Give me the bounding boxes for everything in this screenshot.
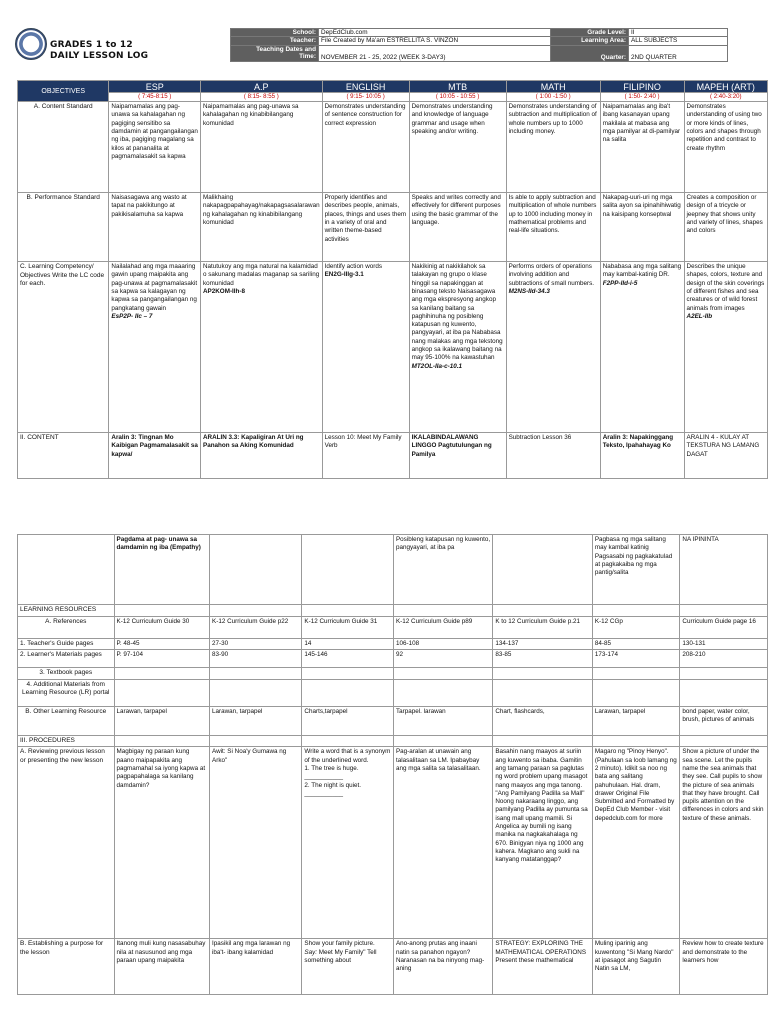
cell: K-12 CGp	[592, 616, 680, 638]
cell: Malikhaing nakapagpapahayag/nakapagsasalarawan ng kahalagahan ng kinabibilangang komunidad	[201, 193, 323, 262]
cell: Lesson 10: Meet My Family Verb	[322, 433, 409, 479]
grade-label: Grade Level:	[551, 29, 629, 37]
cell: 14	[302, 638, 394, 650]
cell: Write a word that is a synonym of the underlined word. 1. The tree is huge. ___________ 2. The night is quiet. ___________	[302, 747, 394, 939]
cell: 84-85	[592, 638, 680, 650]
cell: Naisasagawa ang wasto at tapat na pakikitungo at pakikisalamuha sa kapwa	[109, 193, 201, 262]
cell: Subtraction Lesson 36	[506, 433, 600, 479]
row-label: B. Other Learning Resource	[18, 706, 115, 735]
cell: Larawan, tarpapel	[114, 706, 210, 735]
resources-procedures-table	[17, 534, 768, 995]
lc-code: MT2OL-IIa-c-10.1	[411, 362, 462, 370]
cell: Show a picture of under the sea scene. Let the pupils name the sea animals that they see. Call pupils to show the picture of sea animals that they have brought. Call pupils attention on the differences in colors and skin texture of these animals.	[680, 747, 768, 939]
cell: Itanong muli kung nasasabuhay nila at nasusunod ang mga paraan upang maipakita	[114, 939, 210, 995]
cell: 208-210	[680, 650, 768, 668]
cell: K-12 Curriculum Guide p22	[210, 616, 302, 638]
cell: ARALIN 4 - KULAY AT TEKSTURA NG LAMANG DAGAT	[684, 433, 767, 479]
cell: Properly identifies and describes people, animals, places, things and uses them in a variety of oral and written theme-based activities	[322, 193, 409, 262]
cell: Demonstrates understanding of sentence construction for correct expression	[322, 102, 409, 193]
subject-esp: ESP	[109, 81, 201, 93]
cell: 134-137	[493, 638, 593, 650]
cell: 130-131	[680, 638, 768, 650]
cell: Identify action words EN2G-IIIg-3.1	[322, 262, 409, 433]
cell: Basahin nang maayos at suriin ang kuwento sa ibaba. Gamitin ang tamang paraan sa paglutas ng word problem upang masagot nang maayos ang mga tanong. "Ang Pamilyang Padilla sa Mall" Noong nakaraang linggo, ang pamilyang Padilla ay pumunta sa isang mall upang mamili. Si Angelica ay bumili ng isang manika na nagkakahalaga ng 670. Binigyan niya ng 1000 ang kahera. Magkano ang sukli na kanyang matatanggap?	[493, 747, 593, 939]
teacher-value: File Created by Ma'am ESTRELLITA S. VINZON	[319, 37, 551, 45]
area-value: ALL SUBJECTS	[629, 37, 728, 45]
row-label: 4. Additional Materials from Learning Resource (LR) portal	[18, 679, 115, 706]
cell: K-12 Curriculum Guide 30	[114, 616, 210, 638]
cell: 145-146	[302, 650, 394, 668]
row-label: B. Establishing a purpose for the lesson	[18, 939, 115, 995]
cell: Natutukoy ang mga natural na kalamidad o sakunang madalas maganap sa sariling komunidad AP2KOM-IIh-8	[201, 262, 323, 433]
establishing-purpose-row	[18, 939, 768, 995]
cell	[493, 535, 593, 605]
cell: Show your family picture. Say: Meet My Family" Tell something about	[302, 939, 394, 995]
objectives-table	[17, 80, 768, 479]
cell: Nakapag-uuri-uri ng mga salita ayon sa ipinahihiwatig na kaisipang konseptwal	[600, 193, 684, 262]
time-math: ( 1:00 -1:50 )	[506, 93, 600, 102]
cell: Pagdama at pag- unawa sa damdamin ng iba (Empathy)	[114, 535, 210, 605]
row-label: III. PROCEDURES	[18, 735, 115, 747]
cell: 92	[393, 650, 492, 668]
dates-label: Teaching Dates and Time:	[231, 45, 319, 61]
cell: Nakikinig at nakikilahok sa talakayan ng grupo o klase hinggil sa napakinggan at binasang teksto Naisasagawa ang mga ekspresyong angkop sa kanilang baitang sa paghihinuha ng posibleng katapusan ng kuwento, pangyayari, at iba pa Nababasa nang malakas ang mga tekstong angkop sa ikalawang baitang na may 95-100% na kawastuhan MT2OL-IIa-c-10.1	[409, 262, 506, 433]
cell: Speaks and writes correctly and effectively for different purposes using the basic grammar of the language.	[409, 193, 506, 262]
cell: Pag-aralan at unawain ang talasalitaan sa LM. Ipabaybay ang mga salita sa talasalitaan.	[393, 747, 492, 939]
cell: Charts,tarpapel	[302, 706, 394, 735]
additional-materials-row	[18, 679, 768, 706]
cell: STRATEGY: EXPLORING THE MATHEMATICAL OPERATIONS Present these mathematical	[493, 939, 593, 995]
cell: Curriculum Guide page 16	[680, 616, 768, 638]
performance-standard-row	[18, 193, 768, 262]
textbook-row	[18, 668, 768, 680]
cell: Demonstrates understanding of subtraction and multiplication of whole numbers up to 1000 including money.	[506, 102, 600, 193]
header	[15, 28, 768, 73]
time-mtb: ( 10:05 - 10:55 )	[409, 93, 506, 102]
cell: Ipasikil ang mga larawan ng iba't- ibang kalamidad	[210, 939, 302, 995]
time-mapeh: ( 2:40-3:20)	[684, 93, 767, 102]
lc-code: EN2G-IIIg-3.1	[324, 271, 364, 279]
subject-filipino: FILIPINO	[600, 81, 684, 93]
subject-math: MATH	[506, 81, 600, 93]
content-continued-row	[18, 535, 768, 605]
learners-materials-row	[18, 650, 768, 668]
subject-mapeh: MAPEH (ART)	[684, 81, 767, 93]
cell: Magaro ng "Pinoy Henyo". (Pahulaan sa loob lamang ng 2 minuto). Idikit sa noo ng bata ang salitang pahuhulaan. Hal. dram, drawer Original File Submitted and Formatted by DepEd Club Member - visit depedclub.com for more	[592, 747, 680, 939]
cell: Nababasa ang mga salitang may kambal-katinig DR. F2PP-IId-i-5	[600, 262, 684, 433]
cell: K-12 Curriculum Guide p89	[393, 616, 492, 638]
header-info-table	[230, 28, 728, 62]
quarter-label: Quarter:	[551, 45, 629, 61]
cell: K to 12 Curriculum Guide p.21	[493, 616, 593, 638]
page-1	[0, 0, 768, 498]
area-label: Learning Area:	[551, 37, 629, 45]
cell	[302, 535, 394, 605]
row-label: 1. Teacher's Guide pages	[18, 638, 115, 650]
lc-code: M2NS-IId-34.3	[508, 287, 550, 295]
time-filipino: ( 1:50- 2:40 )	[600, 93, 684, 102]
cell: Nailalahad ang mga maaaring gawin upang maipakita ang pag-unawa at pagmamalasakit sa kapwa sa kalagayan ng kapwa sa pangangailangan ng pangkatang gawain EsP2P- IIc – 7	[109, 262, 201, 433]
grade-value: II	[629, 29, 728, 37]
lc-code: A2EL-IIb	[686, 312, 713, 320]
dates-value: NOVEMBER 21 - 25, 2022 (WEEK 3-DAY3)	[319, 45, 551, 61]
cell: Aralin 3: Tingnan Mo Kaibigan Pagmamalasakit sa kapwa/	[109, 433, 201, 479]
cell: Demonstrates understanding and knowledge of language grammar and usage when speaking and/or writing.	[409, 102, 506, 193]
cell: Muling iparinig ang kuwentong "Si Mang Nardo" at ipasagot ang Sagutin Natin sa LM,	[592, 939, 680, 995]
time-ap: ( 8:15- 8:55 )	[201, 93, 323, 102]
cell: P. 48-45	[114, 638, 210, 650]
cell: Creates a composition or design of a tricycle or jeepney that shows unity and variety of lines, shapes and colors	[684, 193, 767, 262]
subject-ap: A.P	[201, 81, 323, 93]
time-esp: ( 7:45-8:15 )	[109, 93, 201, 102]
other-resources-row	[18, 706, 768, 735]
cell: Is able to apply subtraction and multiplication of whole numbers up to 1000 including money in mathematical problems and real-life situations.	[506, 193, 600, 262]
cell: Posibleng katapusan ng kuwento, pangyayari, at iba pa	[393, 535, 492, 605]
row-label: A. Reviewing previous lesson or presenting the new lesson	[18, 747, 115, 939]
references-row	[18, 616, 768, 638]
content-row	[18, 433, 768, 479]
cell: Magbigay ng paraan kung paano maipapakita ang pagmamahal sa iyong kapwa at pagpapahalaga sa kanilang damdamin?	[114, 747, 210, 939]
cell: P. 97-104	[114, 650, 210, 668]
cell: 106-108	[393, 638, 492, 650]
cell: K-12 Curriculum Guide 31	[302, 616, 394, 638]
cell: Larawan, tarpapel	[210, 706, 302, 735]
row-label: C. Learning Competency/ Objectives Write the LC code for each.	[18, 262, 109, 433]
reviewing-row	[18, 747, 768, 939]
lc-code: F2PP-IId-i-5	[602, 279, 638, 287]
cell: IKALABINDALAWANG LINGGO Pagtutulungan ng Pamilya	[409, 433, 506, 479]
school-value: DepEdClub.com	[319, 29, 551, 37]
cell: Pagbasa ng mga salitang may kambal katinig Pagsasabi ng pagkakatulad at pagkakaiba ng mga pantig/salita	[592, 535, 680, 605]
content-standard-row	[18, 102, 768, 193]
row-label	[18, 535, 115, 605]
cell: Review how to create texture and demonstrate to the learners how	[680, 939, 768, 995]
teachers-guide-row	[18, 638, 768, 650]
cell: 83-85	[493, 650, 593, 668]
cell: Naipamamalas ang pag-unawa sa kahalagahan ng pagiging sensitibo sa damdamin at pangangailangan ng iba, pagiging magalang sa kilos at pananalita at pagmamalasakit sa kapwa	[109, 102, 201, 193]
row-label: 2. Learner's Materials pages	[18, 650, 115, 668]
cell: ARALIN 3.3: Kapaligiran At Uri ng Panahon sa Aking Komunidad	[201, 433, 323, 479]
cell: Chart, flashcards,	[493, 706, 593, 735]
cell: Naipamamalas ang pag-unawa sa kahalagahan ng kinabibilangang komunidad	[201, 102, 323, 193]
cell: Tarpapel. larawan	[393, 706, 492, 735]
cell: Describes the unique shapes, colors, texture and design of the skin coverings of different fishes and sea creatures or of wild forest animals from images A2EL-IIb	[684, 262, 767, 433]
row-label: II. CONTENT	[18, 433, 109, 479]
cell: Performs orders of operations involving addition and subtractions of small numbers. M2NS-IId-34.3	[506, 262, 600, 433]
row-label: A. Content Standard	[18, 102, 109, 193]
subject-mtb: MTB	[409, 81, 506, 93]
cell: Demonstrates understanding of using two or more kinds of lines, colors and shapes through repetition and contrast to create rhythm	[684, 102, 767, 193]
teacher-label: Teacher:	[231, 37, 319, 45]
page-2	[0, 530, 768, 1024]
learning-resources-row	[18, 605, 768, 617]
cell: Larawan, tarpapel	[592, 706, 680, 735]
subject-english: ENGLISH	[322, 81, 409, 93]
cell: 173-174	[592, 650, 680, 668]
lc-code: AP2KOM-IIh-8	[203, 287, 245, 295]
row-label: B. Performance Standard	[18, 193, 109, 262]
row-label: LEARNING RESOURCES	[18, 605, 115, 617]
quarter-value: 2ND QUARTER	[629, 45, 728, 61]
cell: bond paper, water color, brush, pictures of animals	[680, 706, 768, 735]
cell: NA IPININTA	[680, 535, 768, 605]
school-label: School:	[231, 29, 319, 37]
time-english: ( 9:15- 10:05 )	[322, 93, 409, 102]
cell: 83-90	[210, 650, 302, 668]
cell: Naipamamalas ang iba't ibang kasanayan upang makilala at mabasa ang mga pamilyar at di-pamilyar na salita	[600, 102, 684, 193]
cell: Aralin 3: Napakinggang Teksto, Ipahahayag Ko	[600, 433, 684, 479]
row-label: A. References	[18, 616, 115, 638]
learning-competency-row	[18, 262, 768, 433]
cell: Awit: Si Noa'y Gumawa ng Arko"	[210, 747, 302, 939]
row-label: 3. Textbook pages	[18, 668, 115, 680]
deped-seal-icon	[15, 28, 47, 60]
document-title: GRADES 1 to 12 DAILY LESSON LOG	[50, 40, 149, 61]
procedures-row	[18, 735, 768, 747]
lc-code: EsP2P- IIc – 7	[111, 312, 153, 320]
cell: Ano-anong prutas ang inaani natin sa panahon ngayon? Naranasan na ba ninyong mag-aning	[393, 939, 492, 995]
cell: 27-30	[210, 638, 302, 650]
objectives-header: OBJECTIVES	[18, 81, 109, 102]
cell	[210, 535, 302, 605]
